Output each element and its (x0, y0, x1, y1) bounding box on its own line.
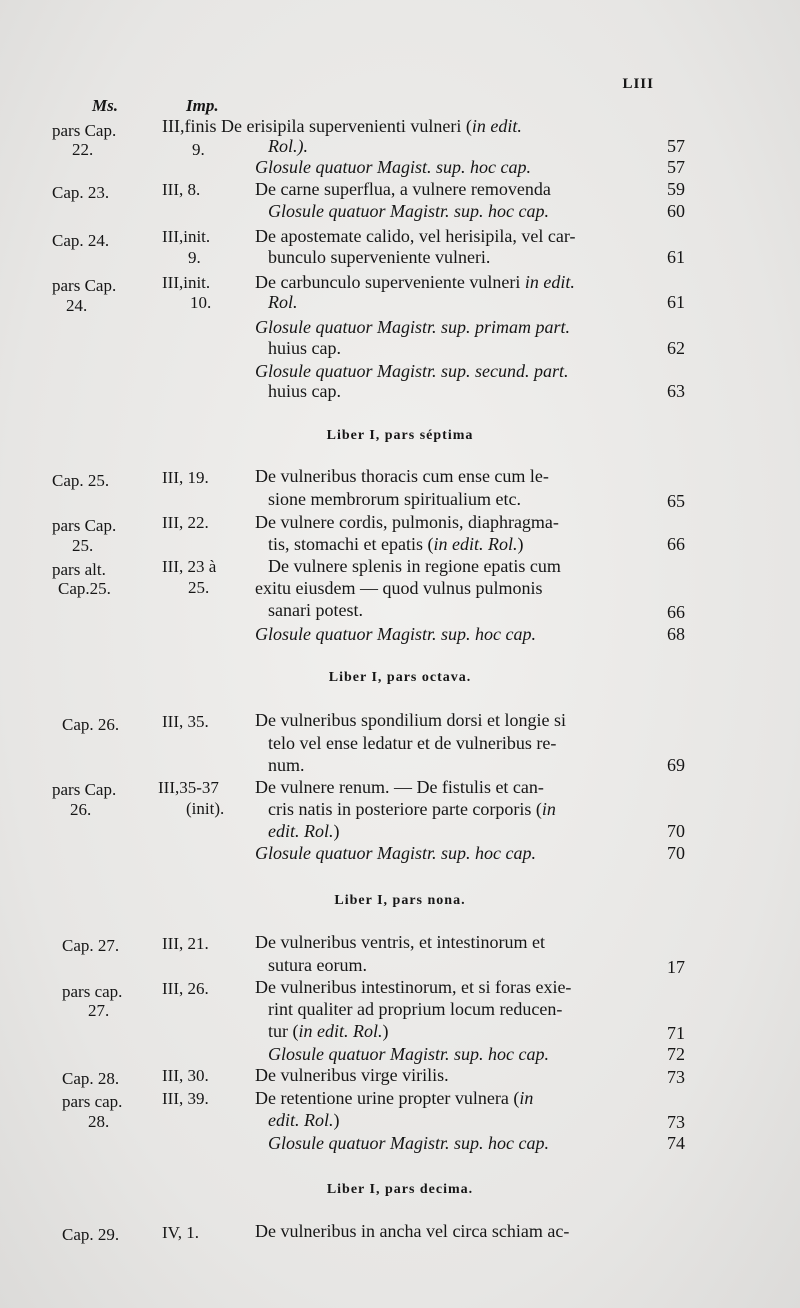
imp-ref: 10. (190, 293, 212, 312)
page-ref: 17 (667, 957, 685, 977)
page-ref: 73 (667, 1112, 685, 1132)
entry-title: tur (in edit. Rol.) (268, 1021, 389, 1041)
ms-ref: Cap. 24. (52, 231, 110, 250)
column-header-imp: Imp. (186, 96, 219, 115)
imp-ref: III, 21. (162, 934, 209, 953)
entry-title: De vulneribus intestinorum, et si foras exie- (255, 977, 572, 997)
gloss-line: Glosule quatuor Magistr. sup. hoc cap. (268, 1044, 549, 1064)
entry-title: bunculo superveniente vulneri. (268, 247, 491, 267)
entry-title: cris natis in posteriore parte corporis (in (268, 799, 556, 819)
column-header-ms: Ms. (92, 96, 118, 115)
ms-ref: pars Cap. (52, 780, 117, 799)
entry-title: exitu eiusdem — quod vulnus pulmonis (255, 578, 543, 598)
ms-ref: Cap. 23. (52, 183, 110, 202)
entry-title: De vulnere splenis in regione epatis cum (268, 556, 561, 576)
entry-title: De vulnere renum. — De fistulis et can- (255, 777, 544, 797)
ms-ref: Cap. 26. (62, 715, 120, 734)
ms-ref: pars cap. (62, 982, 123, 1001)
entry-title: Rol.). (268, 136, 308, 156)
imp-ref: III, 26. (162, 979, 209, 998)
page-ref: 66 (667, 534, 685, 554)
entry-title: De vulneribus spondilium dorsi et longie si (255, 710, 566, 730)
page-ref: 69 (667, 755, 685, 775)
entry-title: edit. Rol.) (268, 821, 340, 841)
imp-ref: (init). (186, 799, 225, 818)
page-ref: 57 (667, 157, 685, 177)
section-heading: Liber I, pars octava. (328, 670, 472, 685)
imp-ref: III, 39. (162, 1089, 209, 1108)
entry-title: edit. Rol.) (268, 1110, 340, 1130)
entry-title: tis, stomachi et epatis (in edit. Rol.) (268, 534, 524, 554)
page-ref: 59 (667, 179, 685, 199)
ms-ref: pars Cap. (52, 121, 117, 140)
entry-title: De vulneribus ventris, et intestinorum et (255, 932, 545, 952)
imp-ref: III, 22. (162, 513, 209, 532)
gloss-line: Glosule quatuor Magistr. sup. secund. part. (255, 361, 569, 381)
page-ref: 73 (667, 1067, 685, 1087)
section-heading: Liber I, pars decima. (326, 1182, 474, 1197)
imp-ref: III,35-37 (158, 778, 219, 797)
page-ref: 70 (667, 821, 685, 841)
section-heading: Liber I, pars séptima (326, 428, 474, 443)
imp-ref: III, 19. (162, 468, 209, 487)
gloss-line: huius cap. (268, 381, 341, 401)
section-heading: Liber I, pars nona. (334, 893, 466, 908)
imp-ref: 9. (188, 248, 201, 267)
ms-ref: Cap. 28. (62, 1069, 120, 1088)
ms-ref: pars cap. (62, 1092, 123, 1111)
imp-ref: III, 35. (162, 712, 209, 731)
page-ref: 72 (667, 1044, 685, 1064)
entry-title: rint qualiter ad proprium locum reducen- (268, 999, 563, 1019)
page-number: LIII (622, 76, 654, 92)
page-ref: 65 (667, 491, 685, 511)
entry-title: De apostemate calido, vel herisipila, vel car- (255, 226, 576, 246)
ms-ref: Cap. 25. (52, 471, 110, 490)
page-ref: 71 (667, 1023, 685, 1043)
ms-ref: pars Cap. (52, 516, 117, 535)
gloss-line: Glosule quatuor Magistr. sup. hoc cap. (255, 843, 536, 863)
entry-title: De retentione urine propter vulnera (in (255, 1088, 534, 1108)
gloss-line: huius cap. (268, 338, 341, 358)
entry-title: Rol. (268, 292, 298, 312)
page-ref: 62 (667, 338, 685, 358)
page-ref: 61 (667, 247, 685, 267)
ms-ref: Cap.25. (58, 579, 111, 598)
ms-ref: 22. (72, 140, 94, 159)
entry-title: De vulneribus virge virilis. (255, 1065, 449, 1085)
entry-title: III,finis De erisipila supervenienti vulneri (in edit. (162, 116, 522, 136)
ms-ref: 24. (66, 296, 88, 315)
gloss-line: Glosule quatuor Magist. sup. hoc cap. (255, 157, 531, 177)
entry-title: sanari potest. (268, 600, 363, 620)
imp-ref: III, 8. (162, 180, 201, 199)
page-ref: 57 (667, 136, 685, 156)
ms-ref: 27. (88, 1001, 110, 1020)
ms-ref: 25. (72, 536, 94, 555)
gloss-line: Glosule quatuor Magistr. sup. hoc cap. (255, 624, 536, 644)
ms-ref: 26. (70, 800, 92, 819)
page-ref: 60 (667, 201, 685, 221)
imp-ref: III, 23 à (162, 557, 217, 576)
ms-ref: Cap. 27. (62, 936, 120, 955)
ms-ref: 28. (88, 1112, 110, 1131)
ms-ref: pars alt. (52, 560, 106, 579)
page-ref: 61 (667, 292, 685, 312)
entry-title: De vulneribus in ancha vel circa schiam ac- (255, 1221, 570, 1241)
entry-title: sione membrorum spiritualium etc. (268, 489, 521, 509)
imp-ref: 25. (188, 578, 210, 597)
ms-ref: Cap. 29. (62, 1225, 120, 1244)
imp-ref: III,init. (162, 227, 211, 246)
page-ref: 74 (667, 1133, 685, 1153)
entry-title: De carbunculo superveniente vulneri in edit. (255, 272, 575, 292)
imp-ref: 9. (192, 140, 205, 159)
imp-ref: III, 30. (162, 1066, 209, 1085)
imp-ref: III,init. (162, 273, 211, 292)
page-ref: 66 (667, 602, 685, 622)
entry-title: telo vel ense ledatur et de vulneribus re- (268, 733, 557, 753)
page-ref: 63 (667, 381, 685, 401)
entry-title: De carne superflua, a vulnere removenda (255, 179, 551, 199)
entry-title: De vulneribus thoracis cum ense cum le- (255, 466, 549, 486)
gloss-line: Glosule quatuor Magistr. sup. hoc cap. (268, 1133, 549, 1153)
imp-ref: IV, 1. (162, 1223, 199, 1242)
entry-title: sutura eorum. (268, 955, 367, 975)
entry-title: num. (268, 755, 305, 775)
gloss-line: Glosule quatuor Magistr. sup. hoc cap. (268, 201, 549, 221)
page-ref: 70 (667, 843, 685, 863)
page-ref: 68 (667, 624, 685, 644)
entry-title: De vulnere cordis, pulmonis, diaphragma- (255, 512, 559, 532)
ms-ref: pars Cap. (52, 276, 117, 295)
gloss-line: Glosule quatuor Magistr. sup. primam part. (255, 317, 571, 337)
